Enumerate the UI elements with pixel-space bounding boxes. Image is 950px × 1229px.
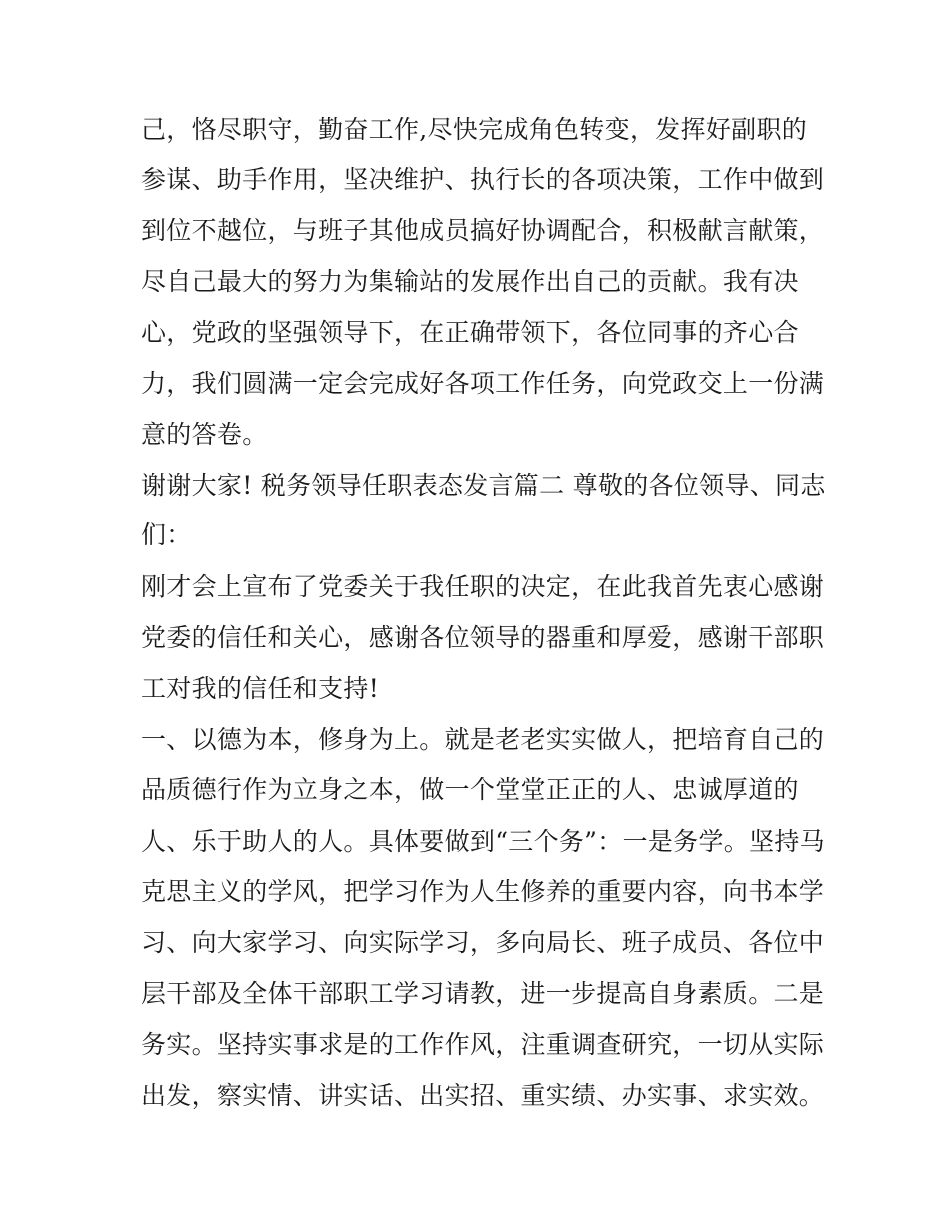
text-line-6: 力，我们圆满一定会完成好各项工作任务，向党政交上一份满	[141, 369, 825, 398]
text-line-17: 习、向大家学习、向实际学习，多向局长、班子成员、各位中	[141, 928, 825, 957]
text-line-19: 务实。坚持实事求是的工作作风，注重调查研究，一切从实际	[141, 1030, 825, 1059]
text-line-20: 出发，察实情、讲实话、出实招、重实绩、办实事、求实效。	[141, 1081, 825, 1110]
text-line-11: 党委的信任和关心，感谢各位领导的器重和厚爱，感谢干部职	[141, 623, 825, 652]
text-line-4: 尽自己最大的努力为集输站的发展作出自己的贡献。我有决	[141, 267, 799, 296]
text-line-12: 工对我的信任和支持!	[141, 674, 380, 703]
text-line-15: 人、乐于助人的人。具体要做到“三个务”：一是务学。坚持马	[141, 827, 825, 856]
text-line-5: 心，党政的坚强领导下，在正确带领下，各位同事的齐心合	[141, 318, 799, 347]
text-line-13: 一、以德为本，修身为上。就是老老实实做人，把培育自己的	[141, 725, 825, 754]
text-line-18: 层干部及全体干部职工学习请教，进一步提高自身素质。二是	[141, 979, 825, 1008]
text-line-10: 刚才会上宣布了党委关于我任职的决定，在此我首先衷心感谢	[141, 572, 825, 601]
text-line-1: 己，恪尽职守，勤奋工作,尽快完成角色转变，发挥好副职的	[141, 115, 808, 144]
text-line-9: 们：	[141, 520, 192, 549]
text-line-14: 品质德行作为立身之本，做一个堂堂正正的人、忠诚厚道的	[141, 775, 799, 804]
text-line-2: 参谋、助手作用，坚决维护、执行长的各项决策，工作中做到	[141, 165, 825, 194]
text-line-8: 谢谢大家! 税务领导任职表态发言篇二 尊敬的各位领导、同志	[141, 471, 826, 500]
text-line-3: 到位不越位，与班子其他成员搞好协调配合，积极献言献策，	[141, 216, 825, 245]
text-line-7: 意的答卷。	[141, 420, 268, 449]
text-line-16: 克思主义的学风，把学习作为人生修养的重要内容，向书本学	[141, 877, 825, 906]
